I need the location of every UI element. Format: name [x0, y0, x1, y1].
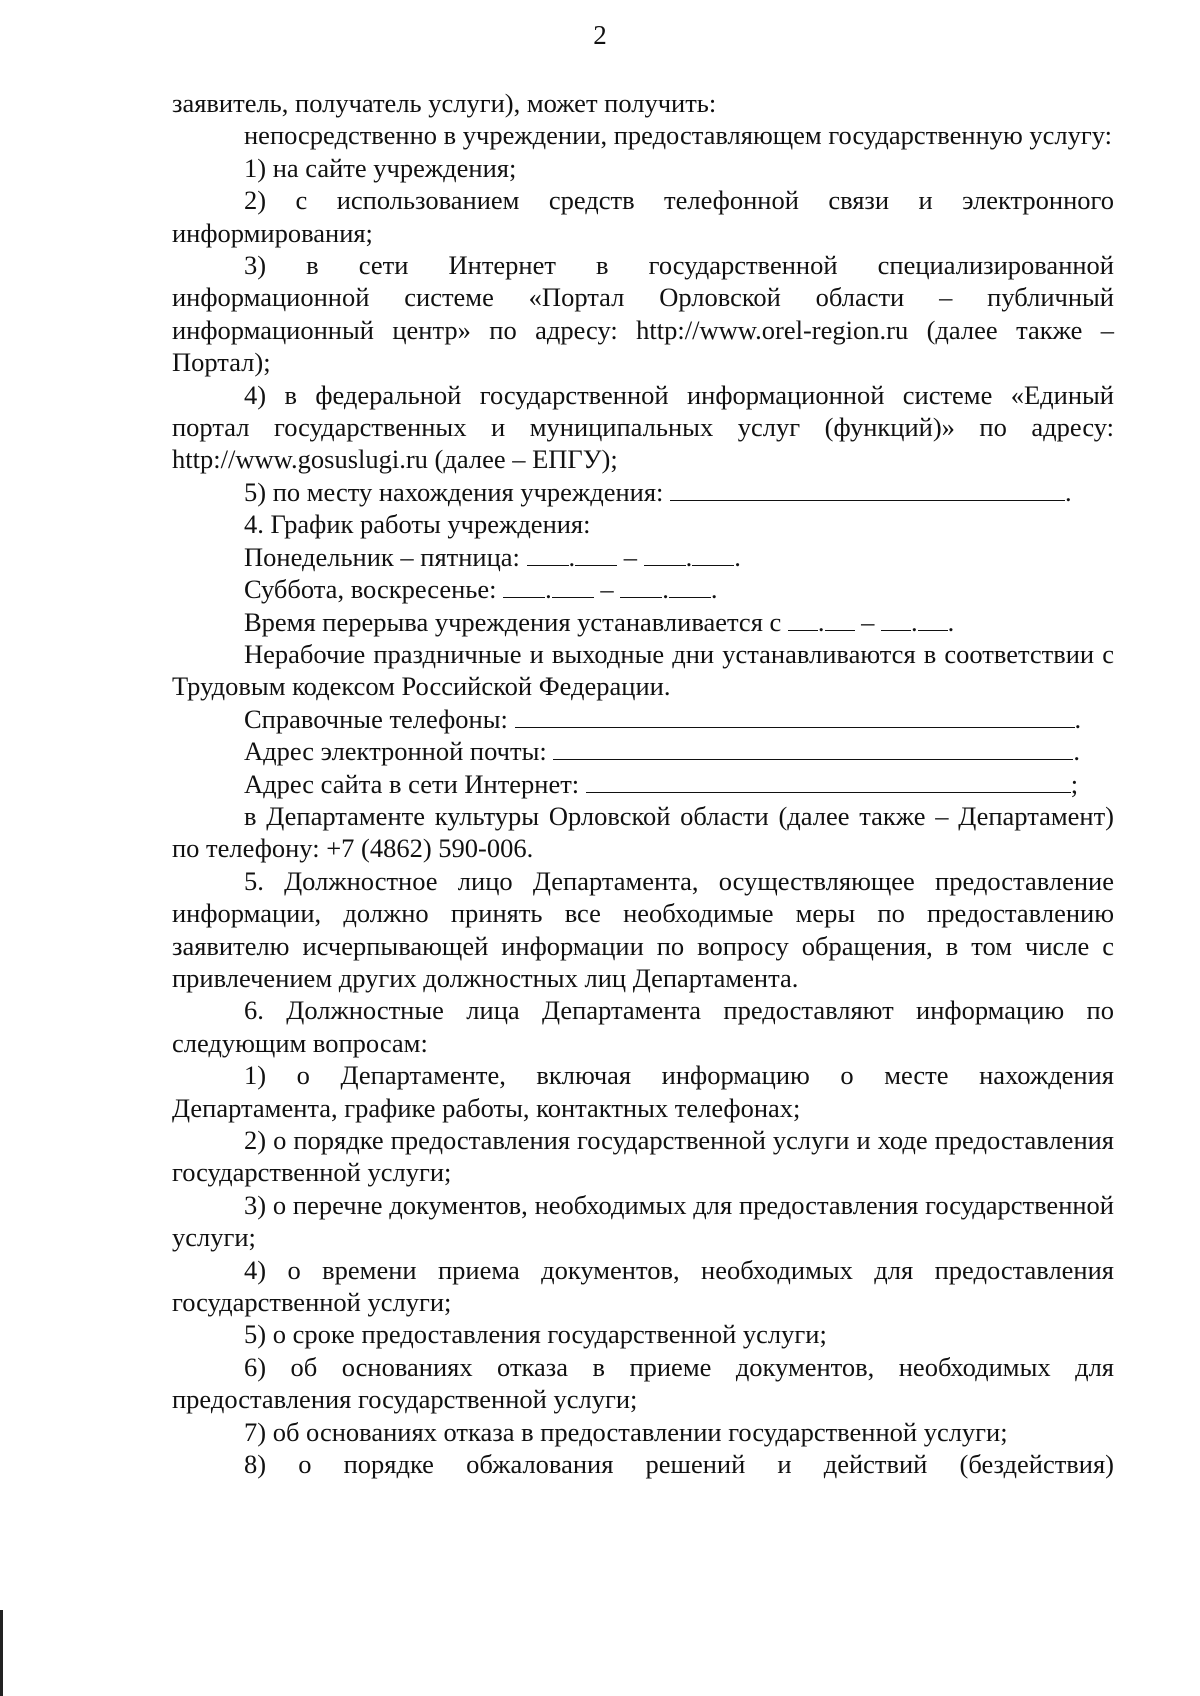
list-item: 7) об основаниях отказа в предоставлении государственной услуги;	[244, 1416, 1008, 1447]
list-item: 2) с использованием средств телефонной связи и электронного информирования;	[172, 185, 1114, 248]
blank-line	[586, 768, 1071, 793]
blank-line	[552, 573, 594, 598]
page-number: 2	[593, 20, 607, 50]
schedule-break: Время перерыва учреждения устанавливается с . – . .	[244, 606, 955, 637]
list-item: 8) о порядке обжалования решений и действий (бездействия)	[244, 1449, 1114, 1480]
blank-line	[692, 541, 734, 566]
blank-line	[670, 476, 1065, 501]
field-label: Адрес электронной почты:	[244, 736, 547, 767]
blank-line	[881, 606, 911, 631]
fill-line-email: Адрес электронной почты: .	[244, 736, 1080, 767]
section-heading: 4. График работы учреждения:	[244, 509, 591, 540]
field-label: Время перерыва учреждения устанавливается с	[244, 606, 782, 637]
blank-line	[575, 541, 617, 566]
blank-line	[553, 735, 1073, 760]
paragraph: 5. Должностное лицо Департамента, осуществляющее предоставление информации, должно принять все необходимые меры по предоставлению заявителю исчерпывающей информации по вопросу обращения, в том числе с привлечением других должностных лиц Департамента.	[172, 865, 1114, 993]
list-item: 5) о сроке предоставления государственной услуги;	[244, 1319, 827, 1350]
schedule-weekdays: Понедельник – пятница: . – . .	[244, 541, 741, 572]
scan-edge-mark	[0, 1610, 3, 1696]
paragraph: в Департаменте культуры Орловской области (далее также – Департамент) по телефону: +7 (4862) 590-006.	[172, 800, 1114, 864]
paragraph: заявитель, получатель услуги), может получить:	[172, 88, 717, 118]
blank-line	[515, 703, 1075, 728]
list-item: 3) в сети Интернет в государственной специализированной информационной системе «Портал Орловской области – публичный информационный центр» по адресу: http://www.orel-region.ru (далее также – Портал);	[172, 250, 1114, 378]
paragraph: Нерабочие праздничные и выходные дни устанавливаются в соответствии с Трудовым кодексом Российской Федерации.	[172, 638, 1114, 702]
fill-line-location: 5) по месту нахождения учреждения: .	[244, 476, 1072, 507]
list-item: 4) в федеральной государственной информационной системе «Единый портал государственных и муниципальных услуг (функций)» по адресу: http://www.gosuslugi.ru (далее – ЕПГУ);	[172, 379, 1114, 475]
list-item: 4) о времени приема документов, необходимых для предоставления государственной услуги;	[172, 1254, 1114, 1318]
blank-line	[527, 541, 569, 566]
field-label: Адрес сайта в сети Интернет:	[244, 768, 580, 799]
list-item: 6) об основаниях отказа в приеме документов, необходимых для предоставления государственной услуги;	[172, 1351, 1114, 1415]
list-item: 1) на сайте учреждения;	[244, 152, 517, 183]
blank-line	[825, 606, 855, 631]
field-label: Справочные телефоны:	[244, 703, 508, 734]
fill-line-website: Адрес сайта в сети Интернет: ;	[244, 768, 1079, 799]
document-body	[172, 87, 1114, 1480]
blank-line	[620, 573, 662, 598]
field-label: Понедельник – пятница:	[244, 541, 520, 572]
paragraph: 6. Должностные лица Департамента предоставляют информацию по следующим вопросам:	[172, 995, 1114, 1058]
field-label: Суббота, воскресенье:	[244, 574, 497, 605]
list-item: 2) о порядке предоставления государственной услуги и ходе предоставления государственной услуги;	[172, 1125, 1114, 1188]
blank-line	[503, 573, 545, 598]
paragraph: непосредственно в учреждении, предоставляющем государственную услугу:	[244, 120, 1113, 151]
blank-line	[669, 573, 711, 598]
blank-line	[788, 606, 818, 631]
list-item: 3) о перечне документов, необходимых для предоставления государственной услуги;	[172, 1189, 1114, 1253]
blank-line	[918, 606, 948, 631]
blank-line	[644, 541, 686, 566]
fill-line-phones: Справочные телефоны: .	[244, 703, 1082, 734]
list-item: 1) о Департаменте, включая информацию о месте нахождения Департамента, графике работы, контактных телефонах;	[172, 1060, 1114, 1123]
schedule-weekend: Суббота, воскресенье: . – . .	[244, 574, 718, 605]
field-label: 5) по месту нахождения учреждения:	[244, 476, 664, 507]
